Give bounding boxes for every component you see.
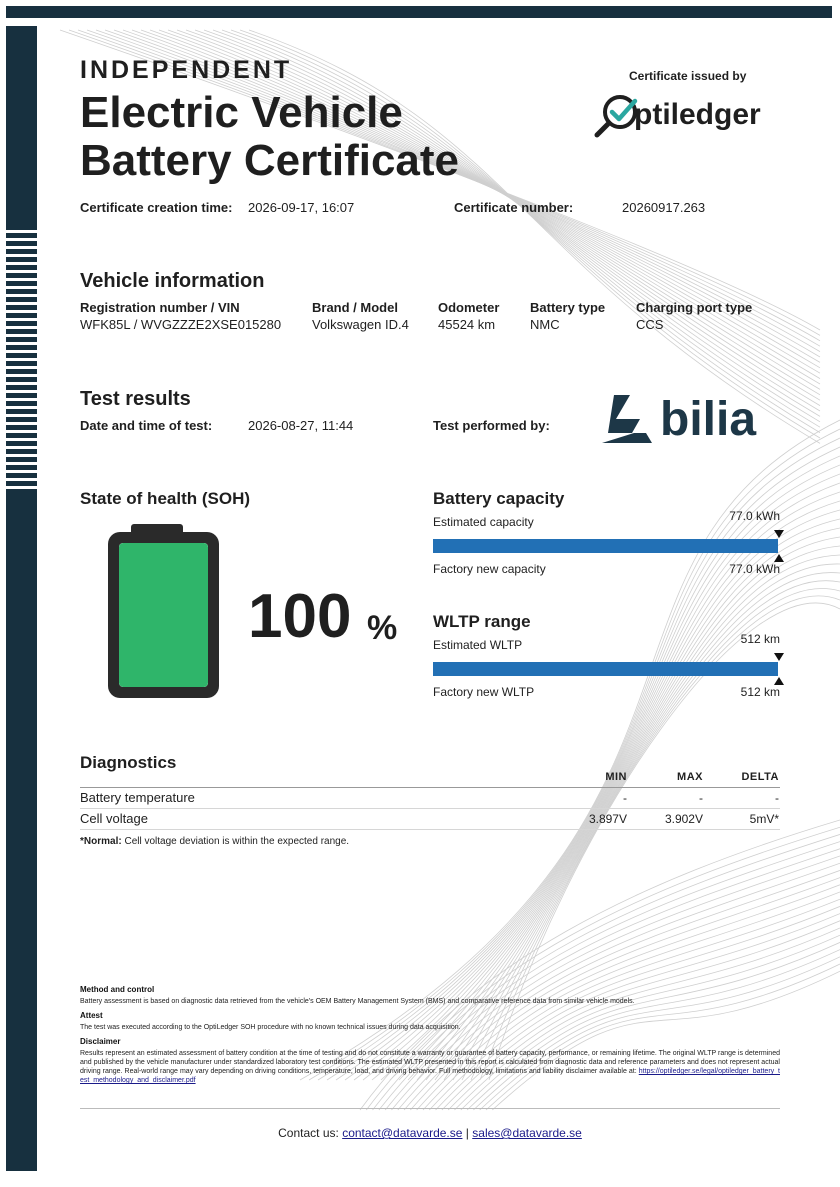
vin-label: Registration number / VIN — [80, 300, 240, 315]
method-title: Method and control — [80, 985, 155, 994]
certificate-number-value: 20260917.263 — [622, 200, 706, 215]
diagnostics-note-text: Cell voltage deviation is within the expected range. — [121, 836, 350, 847]
odometer-label: Odometer — [438, 300, 500, 315]
wltp-estimated-label: Estimated WLTP — [433, 638, 523, 652]
battery-type-value: NMC — [530, 317, 560, 332]
capacity-estimated-label: Estimated capacity — [433, 515, 534, 529]
optiledger-logo — [594, 92, 784, 138]
diagnostics-header-rule — [80, 787, 780, 788]
odometer-value: 45524 km — [438, 317, 496, 332]
charging-port-value: CCS — [636, 317, 664, 332]
contact-email-link[interactable]: contact@datavarde.se — [342, 1126, 463, 1140]
wltp-estimated-marker — [774, 653, 784, 661]
diag-row-voltage-min: 3.897V — [588, 812, 627, 826]
capacity-bar-track — [433, 539, 778, 553]
capacity-estimated-marker — [774, 530, 784, 538]
diagnostics-col-max: MAX — [677, 771, 703, 783]
attest-text: The test was executed according to the OptiLedger SOH procedure with no known technical issues during data acquisition. — [80, 1024, 461, 1031]
diag-row-temp-max: - — [699, 791, 703, 805]
soh-unit: % — [367, 609, 398, 647]
wltp-factory-label: Factory new WLTP — [433, 685, 535, 699]
diag-row-voltage-name: Cell voltage — [80, 811, 148, 826]
footer-rule — [80, 1108, 780, 1109]
battery-cavity — [119, 543, 208, 687]
capacity-factory-label: Factory new capacity — [433, 562, 546, 576]
wltp-estimated-value: 512 km — [740, 632, 780, 646]
diag-row-temp-min: - — [623, 791, 627, 805]
issued-by-label: Certificate issued by — [629, 69, 747, 83]
wltp-bar-fill — [433, 662, 778, 676]
vehicle-info-heading: Vehicle information — [80, 270, 265, 292]
diag-row-voltage-max: 3.902V — [664, 812, 703, 826]
diagnostics-col-min: MIN — [605, 771, 627, 783]
diagnostics-note — [80, 836, 349, 847]
soh-heading: State of health (SOH) — [80, 489, 251, 508]
vin-value: WFK85L / WVGZZZE2XSE015280 — [80, 317, 282, 332]
diagnostics-note-bold: *Normal: — [80, 836, 122, 847]
certificate-number-label: Certificate number: — [454, 200, 574, 215]
contact-separator: | — [465, 1126, 469, 1140]
certificate-title-line1: Electric Vehicle — [80, 88, 403, 137]
capacity-factory-value: 77.0 kWh — [729, 562, 780, 576]
wltp-bar-track — [433, 662, 778, 676]
brand-model-value: Volkswagen ID.4 — [312, 317, 409, 332]
creation-time-label: Certificate creation time: — [80, 200, 233, 215]
method-text: Battery assessment is based on diagnostic data retrieved from the vehicle's OEM Battery Management System (BMS) and comparative reference data from similar vehicle models. — [80, 998, 635, 1005]
wltp-factory-value: 512 km — [740, 685, 780, 699]
test-performed-label: Test performed by: — [433, 418, 550, 433]
battery-fill-level — [119, 543, 208, 687]
brand-model-label: Brand / Model — [312, 300, 398, 315]
bilia-logo-text: bilia — [660, 393, 757, 446]
diagnostics-col-delta: DELTA — [741, 771, 779, 783]
charging-port-label: Charging port type — [636, 300, 753, 315]
wltp-heading: WLTP range — [433, 612, 531, 631]
test-results-heading: Test results — [80, 388, 191, 410]
diagnostics-row-rule — [80, 829, 780, 830]
diag-row-temp-delta: - — [775, 791, 779, 805]
battery-icon — [108, 524, 219, 698]
bilia-logo — [600, 393, 780, 449]
certificate-overline: INDEPENDENT — [80, 56, 293, 84]
certificate-title-line2: Battery Certificate — [80, 136, 460, 185]
disclaimer-link[interactable]: https://optiledger.se/legal/optiledger_battery_test_methodology_and_disclaimer.pdf — [80, 1068, 780, 1084]
capacity-heading: Battery capacity — [433, 489, 565, 508]
diagnostics-row-rule — [80, 808, 780, 809]
contact-line — [0, 1126, 840, 1140]
capacity-estimated-value: 77.0 kWh — [729, 509, 780, 523]
wltp-factory-marker — [774, 677, 784, 685]
creation-time-value: 2026-09-17, 16:07 — [248, 200, 355, 215]
capacity-factory-marker — [774, 554, 784, 562]
disclaimer-body — [80, 1049, 780, 1085]
contact-label: Contact us: — [278, 1126, 339, 1140]
attest-title: Attest — [80, 1011, 103, 1020]
soh-value: 100 — [248, 582, 352, 651]
diagnostics-heading: Diagnostics — [80, 753, 177, 772]
test-date-value: 2026-08-27, 11:44 — [248, 418, 354, 433]
battery-type-label: Battery type — [530, 300, 606, 315]
diag-row-temp-name: Battery temperature — [80, 790, 195, 805]
bilia-mark-icon — [600, 393, 656, 447]
optiledger-logo-text: ptiledger — [634, 98, 761, 131]
test-date-label: Date and time of test: — [80, 418, 213, 433]
diag-row-voltage-delta: 5mV* — [749, 812, 779, 826]
disclaimer-title: Disclaimer — [80, 1037, 121, 1046]
capacity-bar-fill — [433, 539, 778, 553]
disclaimer-text: Results represent an estimated assessment of battery condition at the time of testing and do not constitute a warranty or guarantee of battery capacity, performance, or remaining lifetime. The original WLTP range is determined and published by the vehicle manufacturer under standardized laboratory test conditions. The estimated WLTP presented in this report is calculated from diagnostic data and reference parameters and does not represent actual driving range. Real-world range may vary depending on driving conditions, temperature, load, and driving behavior. Full methodology, limitations and liability disclaimer available at: — [80, 1050, 780, 1075]
sales-email-link[interactable]: sales@datavarde.se — [472, 1126, 582, 1140]
